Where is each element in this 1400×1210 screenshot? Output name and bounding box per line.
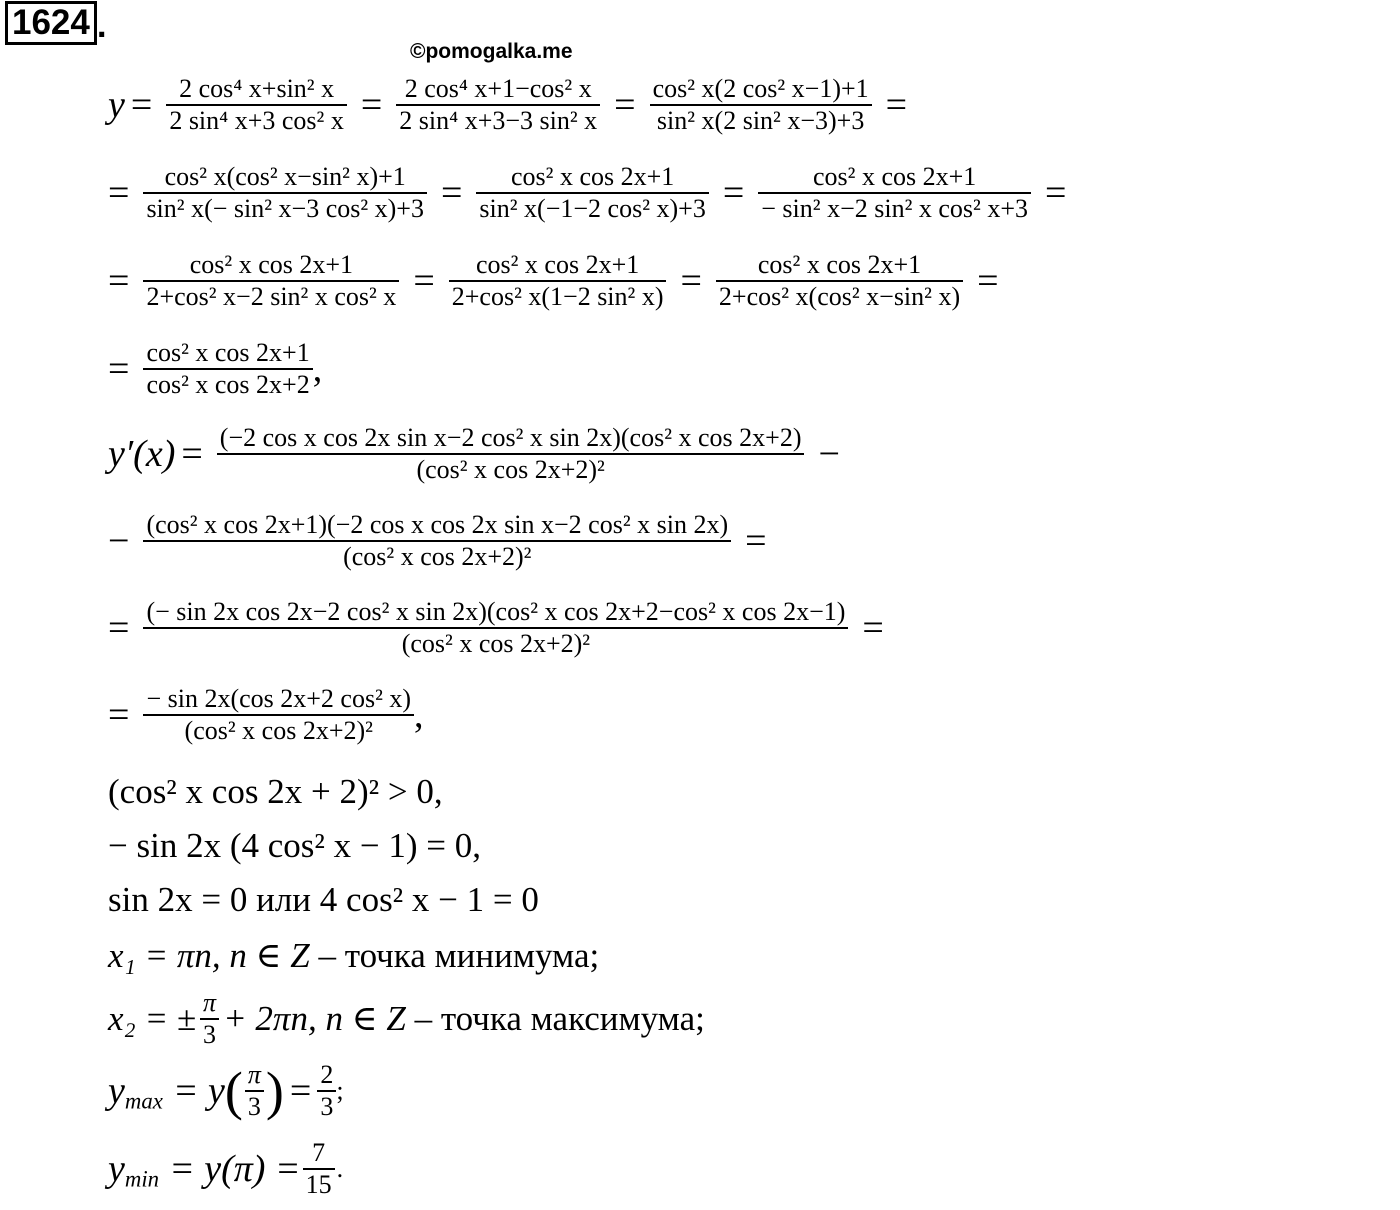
- equation-line-6: [108, 510, 773, 572]
- fraction: [200, 988, 219, 1050]
- equation: − sin 2x (4 cos² x − 1) = 0,: [108, 826, 482, 865]
- equals-sign: =: [289, 1070, 312, 1112]
- problem-number: [5, 5, 107, 45]
- fraction: [143, 162, 427, 224]
- semicolon: ;: [336, 1076, 344, 1105]
- x2-prefix: x₂ = ±: [108, 998, 197, 1038]
- watermark: ©pomogalka.me: [410, 40, 573, 63]
- numerator: 7: [312, 1138, 326, 1167]
- maximum-point-line: [108, 988, 705, 1050]
- x2-suffix: + 2πn, n ∈ Z: [223, 998, 406, 1038]
- numerator: cos² x(cos² x−sin² x)+1: [164, 162, 406, 191]
- denominator: sin² x(− sin² x−3 cos² x)+3: [146, 193, 424, 223]
- ymax-line: [108, 1060, 344, 1122]
- equals-sign: =: [885, 83, 908, 126]
- equals-sign: =: [722, 171, 745, 214]
- fraction: [143, 510, 731, 572]
- fraction: [143, 684, 414, 746]
- denominator: (cos² x cos 2x+2)²: [416, 454, 605, 484]
- fraction: [143, 338, 312, 400]
- equals-sign: =: [108, 693, 130, 736]
- equation-line-10: [108, 826, 481, 866]
- equals-sign: =: [977, 259, 999, 302]
- fraction: [758, 162, 1031, 224]
- x1-solution: x₁ = πn, n ∈ Z: [108, 936, 310, 975]
- numerator: 2: [320, 1060, 334, 1090]
- equals-sign: =: [440, 171, 463, 214]
- equation-line-11: [108, 880, 539, 920]
- denominator: 2+cos² x(cos² x−sin² x): [718, 281, 961, 311]
- denominator: 2 sin⁴ x+3−3 sin² x: [399, 105, 598, 135]
- fraction: [303, 1138, 335, 1200]
- denominator: 3: [247, 1092, 261, 1121]
- fraction: [396, 74, 600, 136]
- y-letter: y: [108, 1070, 125, 1112]
- fraction: [166, 74, 347, 136]
- maximum-label: – точка максимума;: [405, 998, 705, 1038]
- subscript: max: [124, 1088, 163, 1114]
- denominator: − sin² x−2 sin² x cos² x+3: [761, 193, 1028, 223]
- y-letter: y: [108, 1147, 125, 1190]
- minus-sign: −: [108, 519, 130, 562]
- paren-left: (: [224, 1061, 243, 1121]
- numerator: cos² x cos 2x+1: [189, 250, 354, 279]
- fraction: [449, 250, 667, 312]
- denominator: 2+cos² x−2 sin² x cos² x: [146, 281, 397, 311]
- derivative-label: y′(x): [108, 432, 176, 475]
- numerator: π: [203, 988, 217, 1017]
- numerator: cos² x cos 2x+1: [757, 250, 922, 279]
- problem-number-dot: .: [96, 6, 107, 45]
- equals-sign: =: [181, 432, 203, 475]
- numerator: 2 cos⁴ x+sin² x: [179, 74, 335, 103]
- denominator: (cos² x cos 2x+2)²: [184, 715, 373, 745]
- numerator: (cos² x cos 2x+1)(−2 cos x cos 2x sin x−2 cos² x sin 2x): [146, 510, 729, 539]
- denominator: 2 sin⁴ x+3 cos² x: [169, 105, 344, 135]
- equation-line-7: [108, 597, 890, 659]
- denominator: sin² x(−1−2 cos² x)+3: [479, 193, 706, 223]
- equation-a: sin 2x = 0: [108, 880, 248, 919]
- equals-sign: =: [1044, 171, 1067, 214]
- fraction: [476, 162, 708, 224]
- denominator: (cos² x cos 2x+2)²: [401, 628, 591, 658]
- y-of: = y: [172, 1070, 225, 1112]
- numerator: cos² x cos 2x+1: [510, 162, 675, 191]
- y-of-pi: = y(π) =: [169, 1147, 301, 1190]
- numerator: π: [247, 1060, 261, 1090]
- equals-sign: =: [745, 519, 767, 562]
- equals-sign: =: [130, 83, 153, 126]
- paren-right: ): [265, 1061, 284, 1121]
- subscript: min: [124, 1166, 160, 1192]
- fraction: [650, 74, 872, 136]
- ymin-symbol: [108, 1147, 159, 1191]
- comma: ,: [312, 347, 323, 390]
- comma: ,: [414, 693, 424, 736]
- equals-sign: =: [360, 83, 383, 126]
- equals-sign: =: [680, 259, 702, 302]
- equation-line-2: [108, 162, 1072, 224]
- denominator: 15: [305, 1169, 332, 1199]
- equals-sign: =: [108, 606, 130, 649]
- equation-b: 4 cos² x − 1 = 0: [319, 880, 539, 919]
- equals-sign: =: [108, 171, 130, 214]
- equation-line-3: [108, 250, 1005, 312]
- ymin-line: [108, 1138, 343, 1200]
- equation-line-5: [108, 423, 846, 485]
- denominator: 3: [320, 1092, 334, 1121]
- equals-sign: =: [862, 606, 884, 649]
- fraction: [716, 250, 963, 312]
- problem-number-box: 1624: [5, 1, 97, 45]
- numerator: − sin 2x(cos 2x+2 cos² x): [146, 684, 412, 713]
- fraction: [143, 597, 848, 659]
- minimum-label: – точка минимума;: [309, 936, 600, 975]
- ymax-symbol: [108, 1069, 163, 1113]
- fraction: [245, 1060, 264, 1122]
- numerator: (−2 cos x cos 2x sin x−2 cos² x sin 2x)(cos² x cos 2x+2): [219, 423, 802, 452]
- equals-sign: =: [614, 83, 636, 126]
- equals-sign: =: [108, 259, 130, 302]
- equals-sign: =: [108, 347, 130, 390]
- equation-line-1: [108, 74, 913, 136]
- inequality-line: [108, 772, 443, 812]
- equation-line-8: [108, 684, 424, 746]
- equals-sign: =: [413, 259, 435, 302]
- denominator: 3: [203, 1019, 217, 1049]
- inequality: (cos² x cos 2x + 2)² > 0,: [108, 772, 443, 811]
- numerator: 2 cos⁴ x+1−cos² x: [404, 74, 592, 103]
- period: .: [336, 1153, 344, 1183]
- fraction: [217, 423, 805, 485]
- fraction: [317, 1060, 336, 1122]
- numerator: cos² x cos 2x+1: [146, 338, 310, 367]
- numerator: cos² x(2 cos² x−1)+1: [652, 74, 869, 103]
- numerator: cos² x cos 2x+1: [475, 250, 640, 279]
- minimum-point-line: [108, 936, 599, 976]
- numerator: cos² x cos 2x+1: [812, 162, 977, 191]
- denominator: 2+cos² x(1−2 sin² x): [451, 281, 664, 311]
- denominator: sin² x(2 sin² x−3)+3: [656, 105, 865, 135]
- y-symbol: y: [108, 83, 125, 126]
- or-word: или: [247, 880, 320, 919]
- fraction: [143, 250, 399, 312]
- minus-sign: −: [818, 432, 840, 475]
- denominator: cos² x cos 2x+2: [146, 369, 310, 399]
- numerator: (− sin 2x cos 2x−2 cos² x sin 2x)(cos² x cos 2x+2−cos² x cos 2x−1): [146, 597, 846, 626]
- equation-line-4: [108, 338, 322, 400]
- denominator: (cos² x cos 2x+2)²: [343, 541, 532, 571]
